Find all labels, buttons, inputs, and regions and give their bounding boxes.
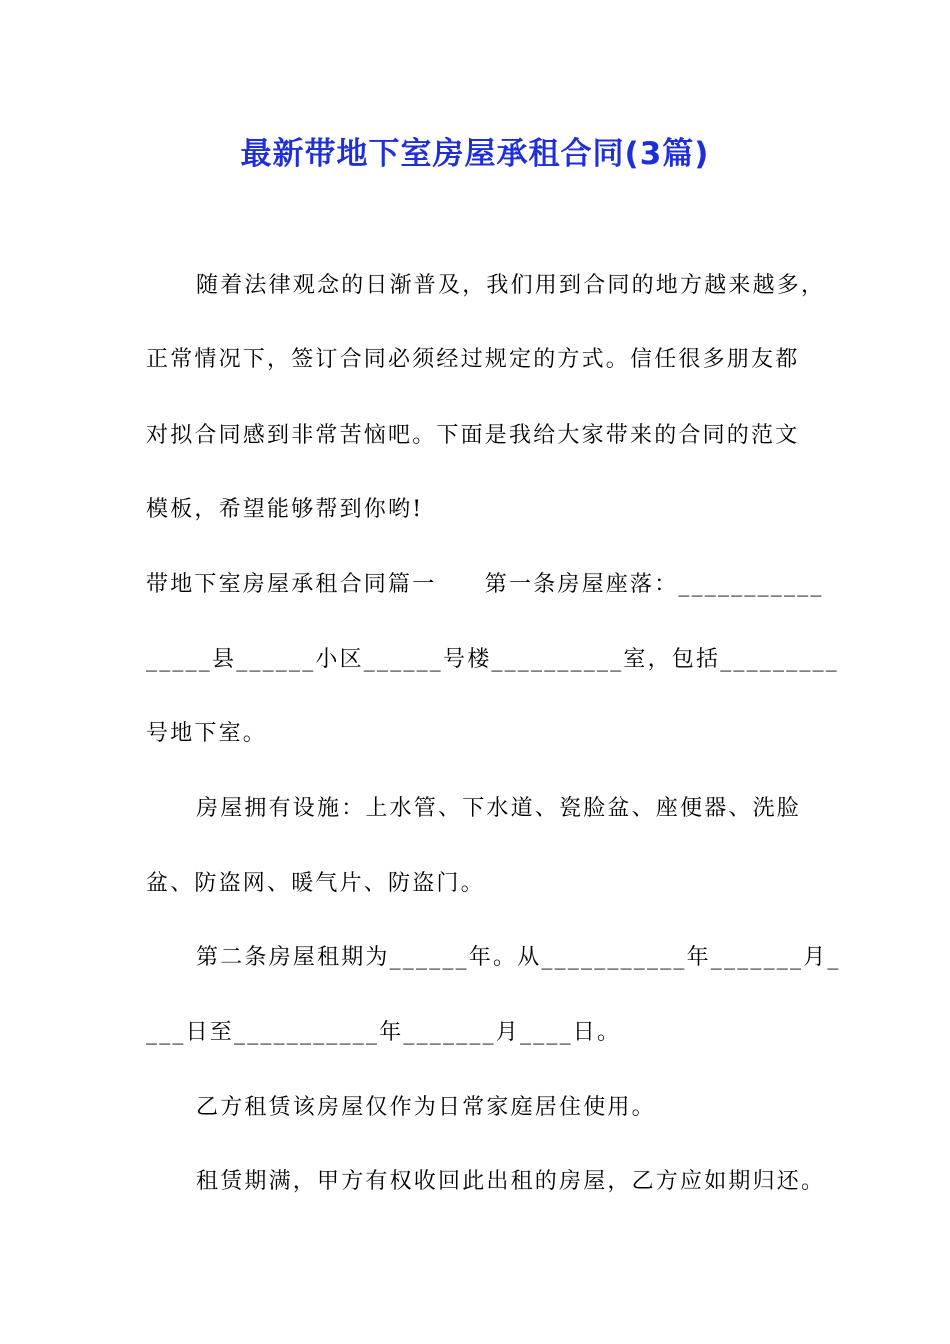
paragraph-line: 正常情况下，签订合同必须经过规定的方式。信任很多朋友都 <box>146 347 800 372</box>
document-title: 最新带地下室房屋承租合同(3篇) <box>240 136 710 172</box>
paragraph-line: ___日至___________年_______月____日。 <box>146 1020 622 1045</box>
paragraph-line: 第二条房屋租期为______年。从___________年_______月_ <box>196 945 841 970</box>
paragraph-line: 号地下室。 <box>146 721 268 746</box>
paragraph-line: 盆、防盗网、暖气片、防盗门。 <box>146 871 485 896</box>
paragraph-line: 模板，希望能够帮到你哟! <box>146 497 424 522</box>
paragraph-line: 租赁期满，甲方有权收回此出租的房屋，乙方应如期归还。 <box>196 1169 826 1194</box>
paragraph-line: 乙方租赁该房屋仅作为日常家庭居住使用。 <box>196 1095 656 1120</box>
paragraph-line: _____县______小区______号楼__________室，包括_________ <box>146 647 840 672</box>
paragraph-line: 随着法律观念的日渐普及，我们用到合同的地方越来越多， <box>196 273 826 298</box>
paragraph-line: 房屋拥有设施：上水管、下水道、瓷脸盆、座便器、洗脸 <box>196 796 802 821</box>
paragraph-line: 对拟合同感到非常苦恼吧。下面是我给大家带来的合同的范文 <box>146 423 800 448</box>
paragraph-line: 带地下室房屋承租合同篇一 第一条房屋座落：___________ <box>146 572 824 597</box>
